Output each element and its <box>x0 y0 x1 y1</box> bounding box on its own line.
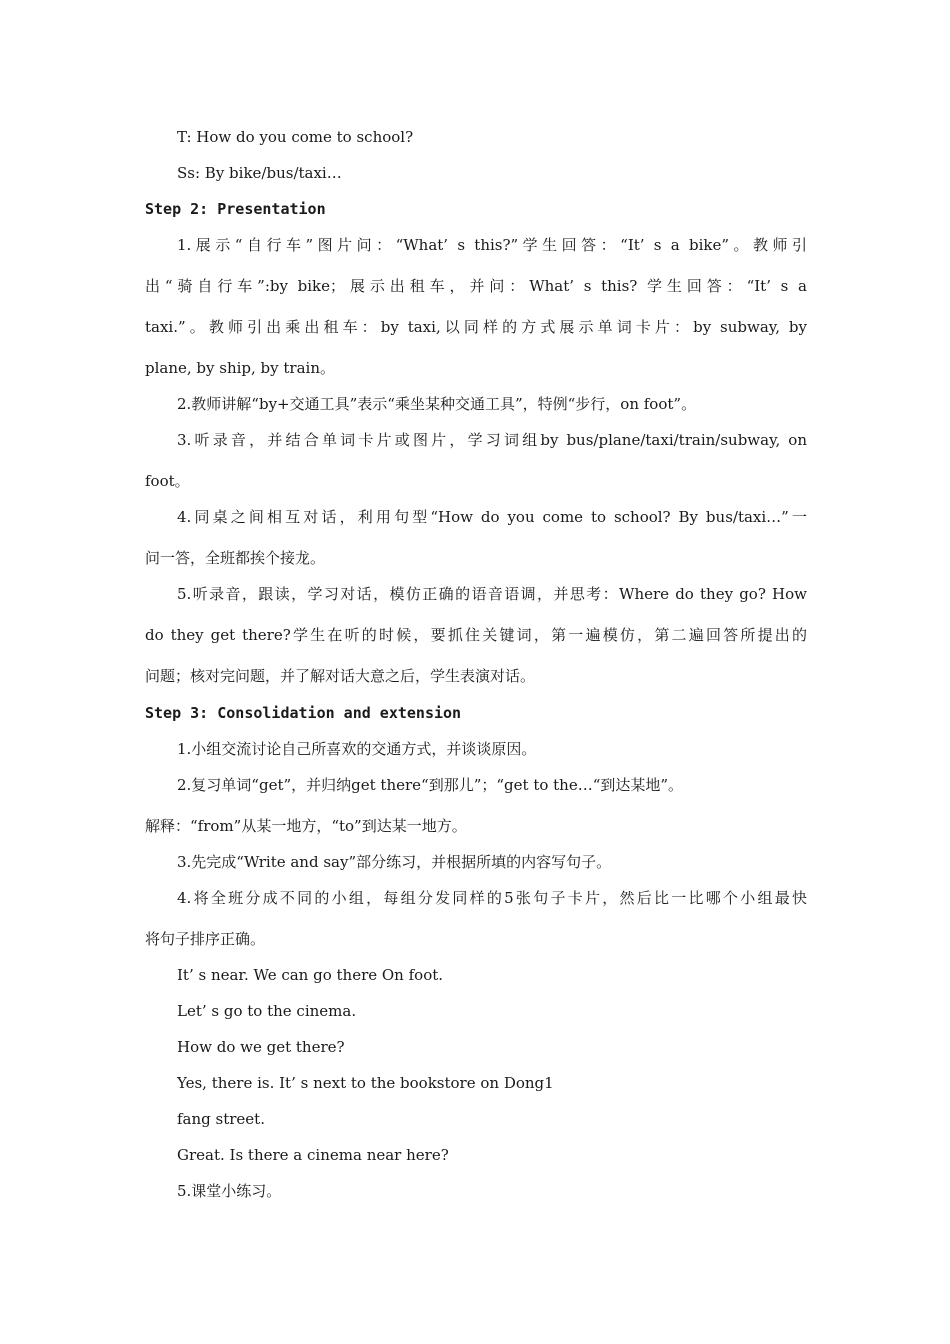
paragraph-line: do they get there?学生在听的时候，要抓住关键词，第一遍模仿，第二遍回答所提出的 <box>145 626 807 644</box>
sentence-card: Great. Is there a cinema near here? <box>177 1146 449 1164</box>
paragraph-line: plane, by ship, by train。 <box>145 359 335 377</box>
paragraph-line: foot。 <box>145 472 190 490</box>
sentence-card: fang street. <box>177 1110 265 1128</box>
paragraph-line: 5.课堂小练习。 <box>177 1182 282 1200</box>
paragraph-line: 解释：“from”从某一地方，“to”到达某一地方。 <box>145 817 467 835</box>
paragraph-line: 2.教师讲解“by+交通工具”表示“乘坐某种交通工具”，特例“步行，on foot”。 <box>177 395 697 413</box>
sentence-card: It’ s near. We can go there On foot. <box>177 966 444 984</box>
paragraph-line: 3.听录音，并结合单词卡片或图片，学习词组by bus/plane/taxi/train/subway, on <box>177 431 807 449</box>
dialogue-teacher-line: T: How do you come to school? <box>177 128 414 146</box>
step-2-heading: Step 2: Presentation <box>145 200 326 218</box>
step-3-heading: Step 3: Consolidation and extension <box>145 704 462 722</box>
paragraph-line: 2.复习单词“get”，并归纳get there“到那儿”；“get to the…“到达某地”。 <box>177 776 684 794</box>
paragraph-line: 出“骑自行车”:by bike；展示出租车，并问：What’ s this? 学生回答：“It’ s a <box>145 277 807 295</box>
paragraph-line: 将句子排序正确。 <box>145 930 266 948</box>
paragraph-line: taxi.”。教师引出乘出租车：by taxi,以同样的方式展示单词卡片：by subway, by <box>145 318 807 336</box>
paragraph-line: 1.小组交流讨论自己所喜欢的交通方式，并谈谈原因。 <box>177 740 537 758</box>
paragraph-line: 4.同桌之间相互对话，利用句型“How do you come to school? By bus/taxi…”一 <box>177 508 807 526</box>
paragraph-line: 问题；核对完问题，并了解对话大意之后，学生表演对话。 <box>145 667 536 685</box>
paragraph-line: 3.先完成“Write and say”部分练习，并根据所填的内容写句子。 <box>177 853 612 871</box>
dialogue-students-line: Ss: By bike/bus/taxi… <box>177 164 342 182</box>
paragraph-line: 4.将全班分成不同的小组，每组分发同样的5张句子卡片，然后比一比哪个小组最快 <box>177 889 807 907</box>
paragraph-line: 5.听录音，跟读，学习对话，模仿正确的语音语调，并思考：Where do they go? How <box>177 585 807 603</box>
sentence-card: Yes, there is. It’ s next to the bookstore on Dong1 <box>177 1074 554 1092</box>
sentence-card: How do we get there? <box>177 1038 345 1056</box>
paragraph-line: 1.展示“自行车”图片问：“What’ s this?”学生回答：“It’ s a bike”。教师引 <box>177 236 807 254</box>
sentence-card: Let’ s go to the cinema. <box>177 1002 357 1020</box>
paragraph-line: 问一答，全班都挨个接龙。 <box>145 549 326 567</box>
